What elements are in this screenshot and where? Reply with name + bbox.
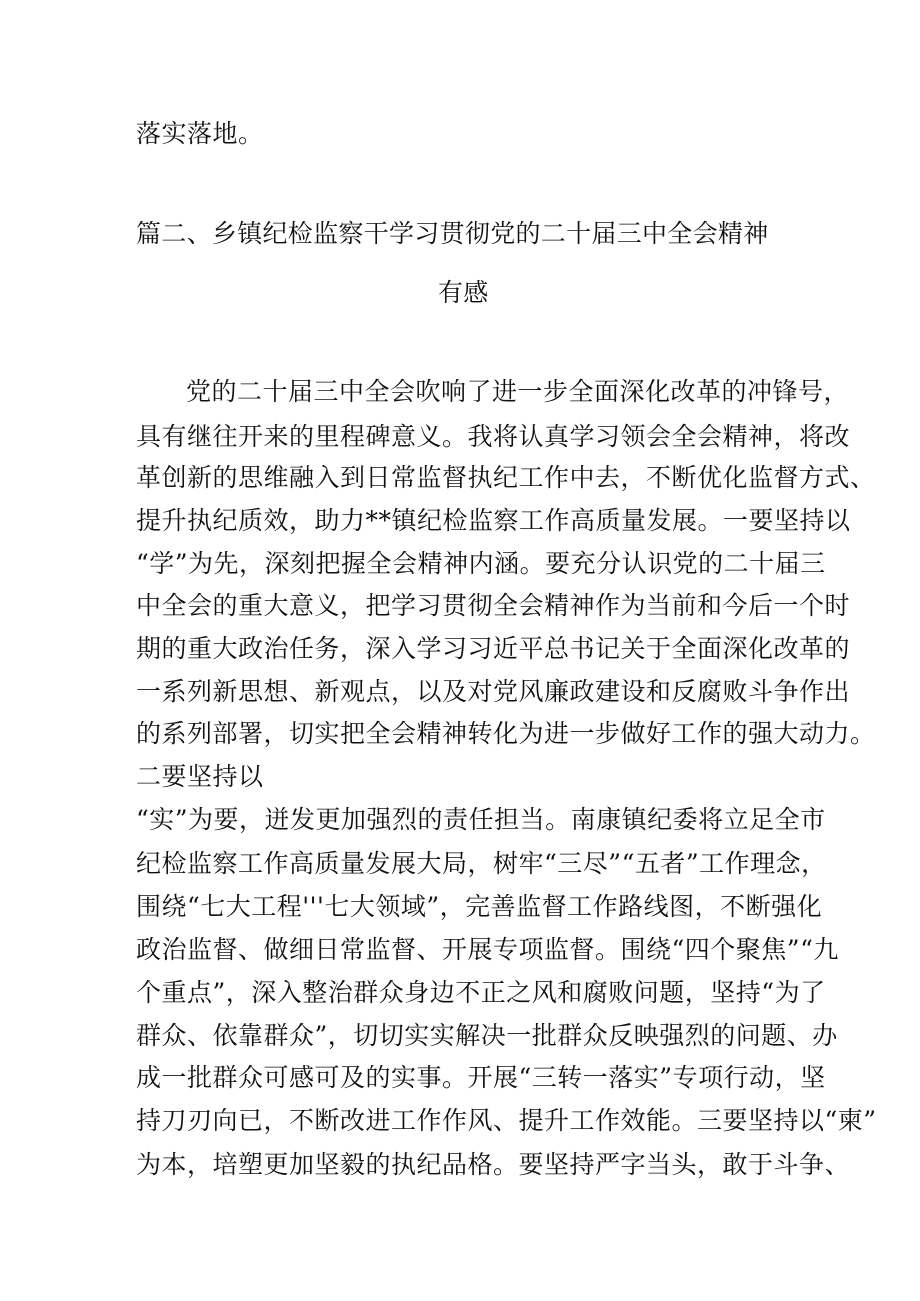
paragraph-line: 政治监督、做细日常监督、开展专项监督。围绕“四个聚焦”“九 [136,935,839,964]
paragraph-line: 革创新的思维融入到日常监督执纪工作中去，不断优化监督方式、 [136,463,876,492]
paragraph-line: 提升执纪质效，助力**镇纪检监察工作高质量发展。一要坚持以 [136,506,851,535]
paragraph-line: 纪检监察工作高质量发展大局，树牢“三尽”“五者”工作理念， [136,849,827,878]
paragraph-line: 个重点”，深入整治群众身边不正之风和腐败问题，坚持“为了 [136,978,826,1007]
paragraph-line: 具有继往开来的里程碑意义。我将认真学习领会全会精神，将改 [136,422,851,451]
paragraph-line: 的系列部署，切实把全会精神转化为进一步做好工作的强大动力。 [136,719,876,748]
paragraph-line: 二要坚持以 [136,762,264,791]
paragraph-line: 中全会的重大意义，把学习贯彻全会精神作为当前和今后一个时 [136,591,851,620]
paragraph-line: 成一批群众可感可及的实事。开展“三转一落实”专项行动，坚 [136,1063,826,1092]
paragraph-line: 党的二十届三中全会吹响了进一步全面深化改革的冲锋号， [186,377,850,406]
paragraph-line: 群众、依靠群众”，切切实实解决一批群众反映强烈的问题、办 [136,1021,838,1050]
paragraph-line: “实”为要，迸发更加强烈的责任担当。南康镇纪委将立足全市 [136,805,826,834]
section-heading-line-1: 篇二、乡镇纪检监察干学习贯彻党的二十届三中全会精神 [136,219,769,248]
paragraph-line: 期的重大政治任务，深入学习习近平总书记关于全面深化改革的 [136,634,851,663]
paragraph-line: 一系列新思想、新观点，以及对党风廉政建设和反腐败斗争作出 [136,677,851,706]
paragraph-line: 为本，培塑更加坚毅的执纪品格。要坚持严字当头，敢于斗争、 [136,1150,851,1179]
section-heading-line-2: 有感 [438,278,489,307]
paragraph-line: “学”为先，深刻把握全会精神内涵。要充分认识党的二十届三 [136,549,826,578]
paragraph-line: 围绕“七大工程'''七大领域”，完善监督工作路线图，不断强化 [136,892,823,921]
top-fragment-text: 落实落地。 [136,119,264,148]
paragraph-line: 持刀刃向已，不断改进工作作风、提升工作效能。三要坚持以“柬” [136,1106,877,1135]
